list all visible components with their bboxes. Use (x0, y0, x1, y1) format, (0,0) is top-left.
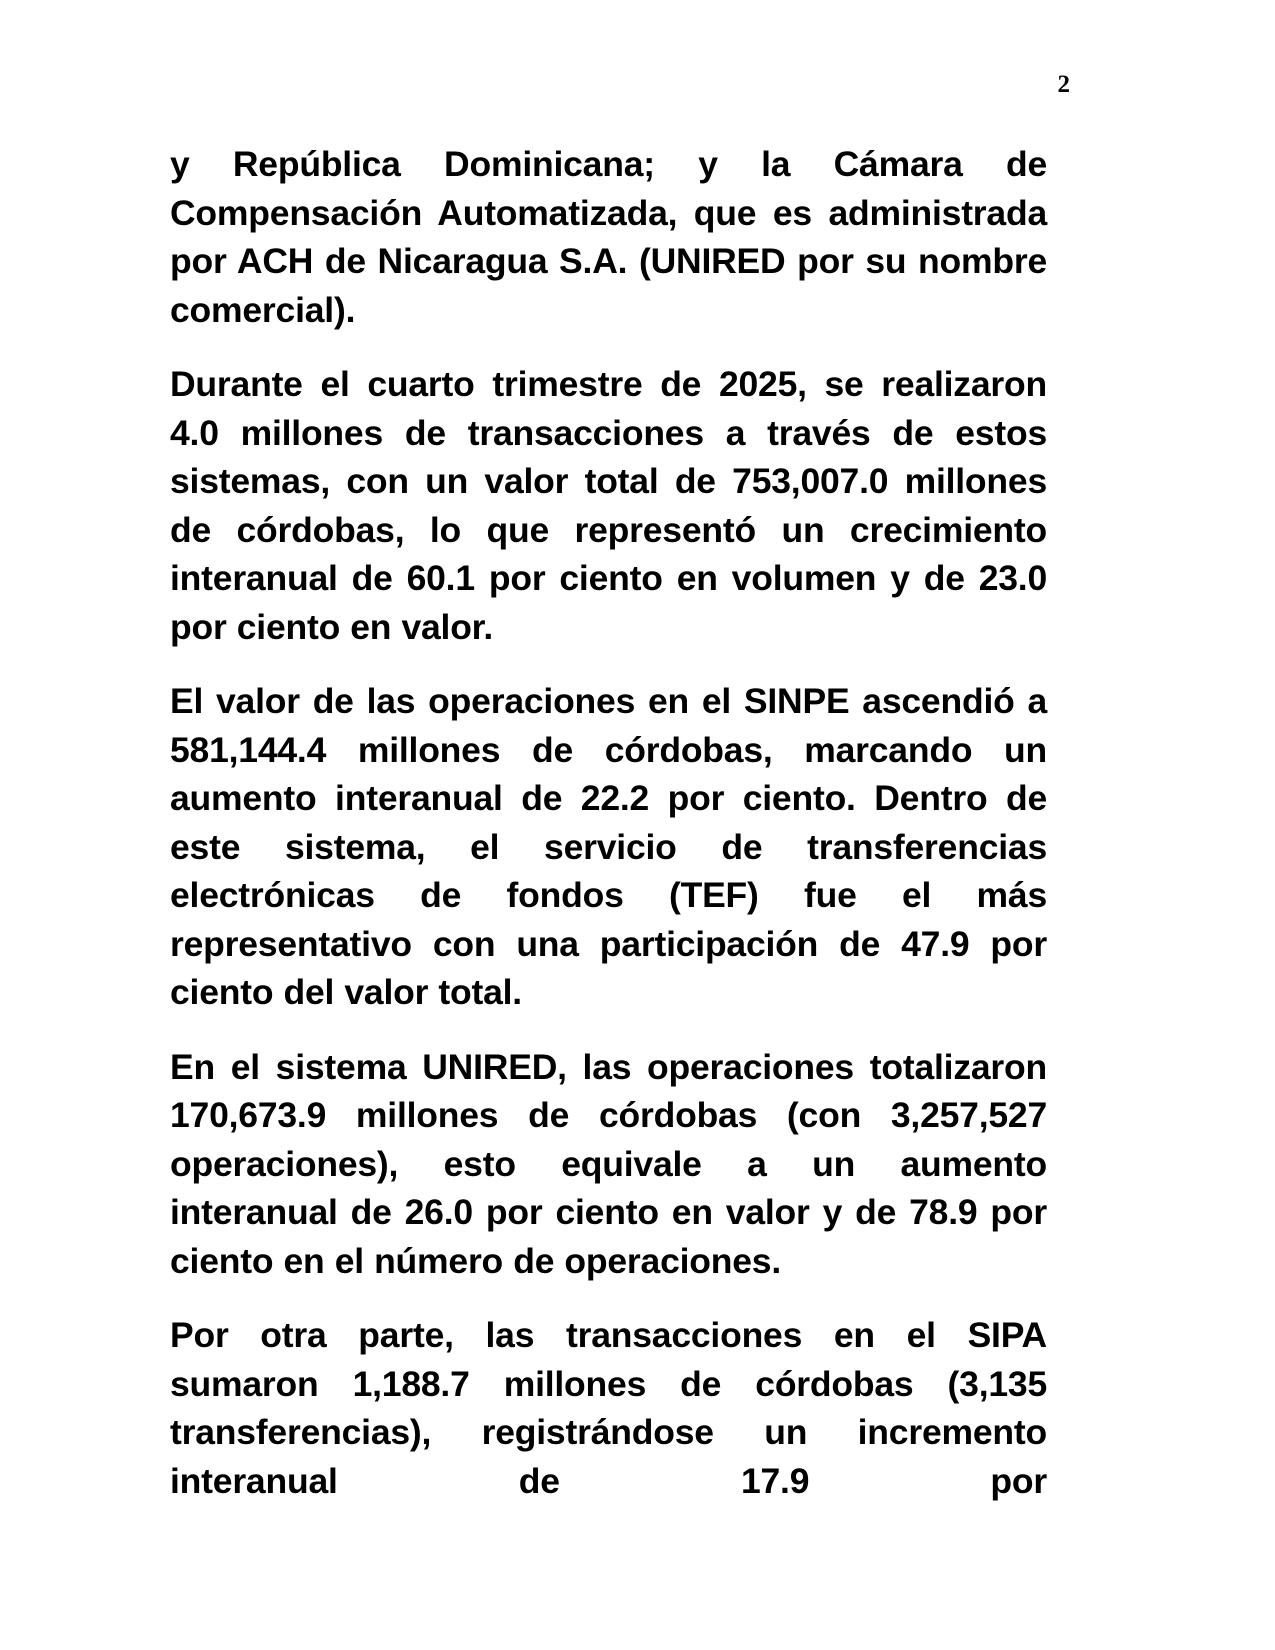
paragraph-sipa: Por otra parte, las transacciones en el SIPA sumaron 1,188.7 millones de córdobas (3,135 transferencias), registrándose un incremento interanual de 17.9 por (170, 1315, 1047, 1501)
body-text-column (170, 140, 1047, 1505)
page-number: 2 (1057, 71, 1070, 98)
paragraph-cuarto-trimestre: Durante el cuarto trimestre de 2025, se realizaron 4.0 millones de transacciones a través de estos sistemas, con un valor total de 753,007.0 millones de córdobas, lo que representó un crecimiento interanual de 60.1 por ciento en volumen y de 23.0 por ciento en valor. (170, 364, 1047, 647)
paragraph-unired: En el sistema UNIRED, las operaciones totalizaron 170,673.9 millones de córdobas (con 3,257,527 operaciones), esto equivale a un aumento interanual de 26.0 por ciento en valor y de 78.9 por ciento en el número de operaciones. (170, 1046, 1047, 1281)
paragraph-camara-compensacion: y República Dominicana; y la Cámara de Compensación Automatizada, que es administrada por ACH de Nicaragua S.A. (UNIRED por su nombre comercial). (170, 144, 1047, 330)
paragraph-sinpe: El valor de las operaciones en el SINPE ascendió a 581,144.4 millones de córdobas, marcando un aumento interanual de 22.2 por ciento. Dentro de este sistema, el servicio de transferencias electrónicas de fondos (TEF) fue el más representativo con una participación de 47.9 por ciento del valor total. (170, 681, 1047, 1012)
